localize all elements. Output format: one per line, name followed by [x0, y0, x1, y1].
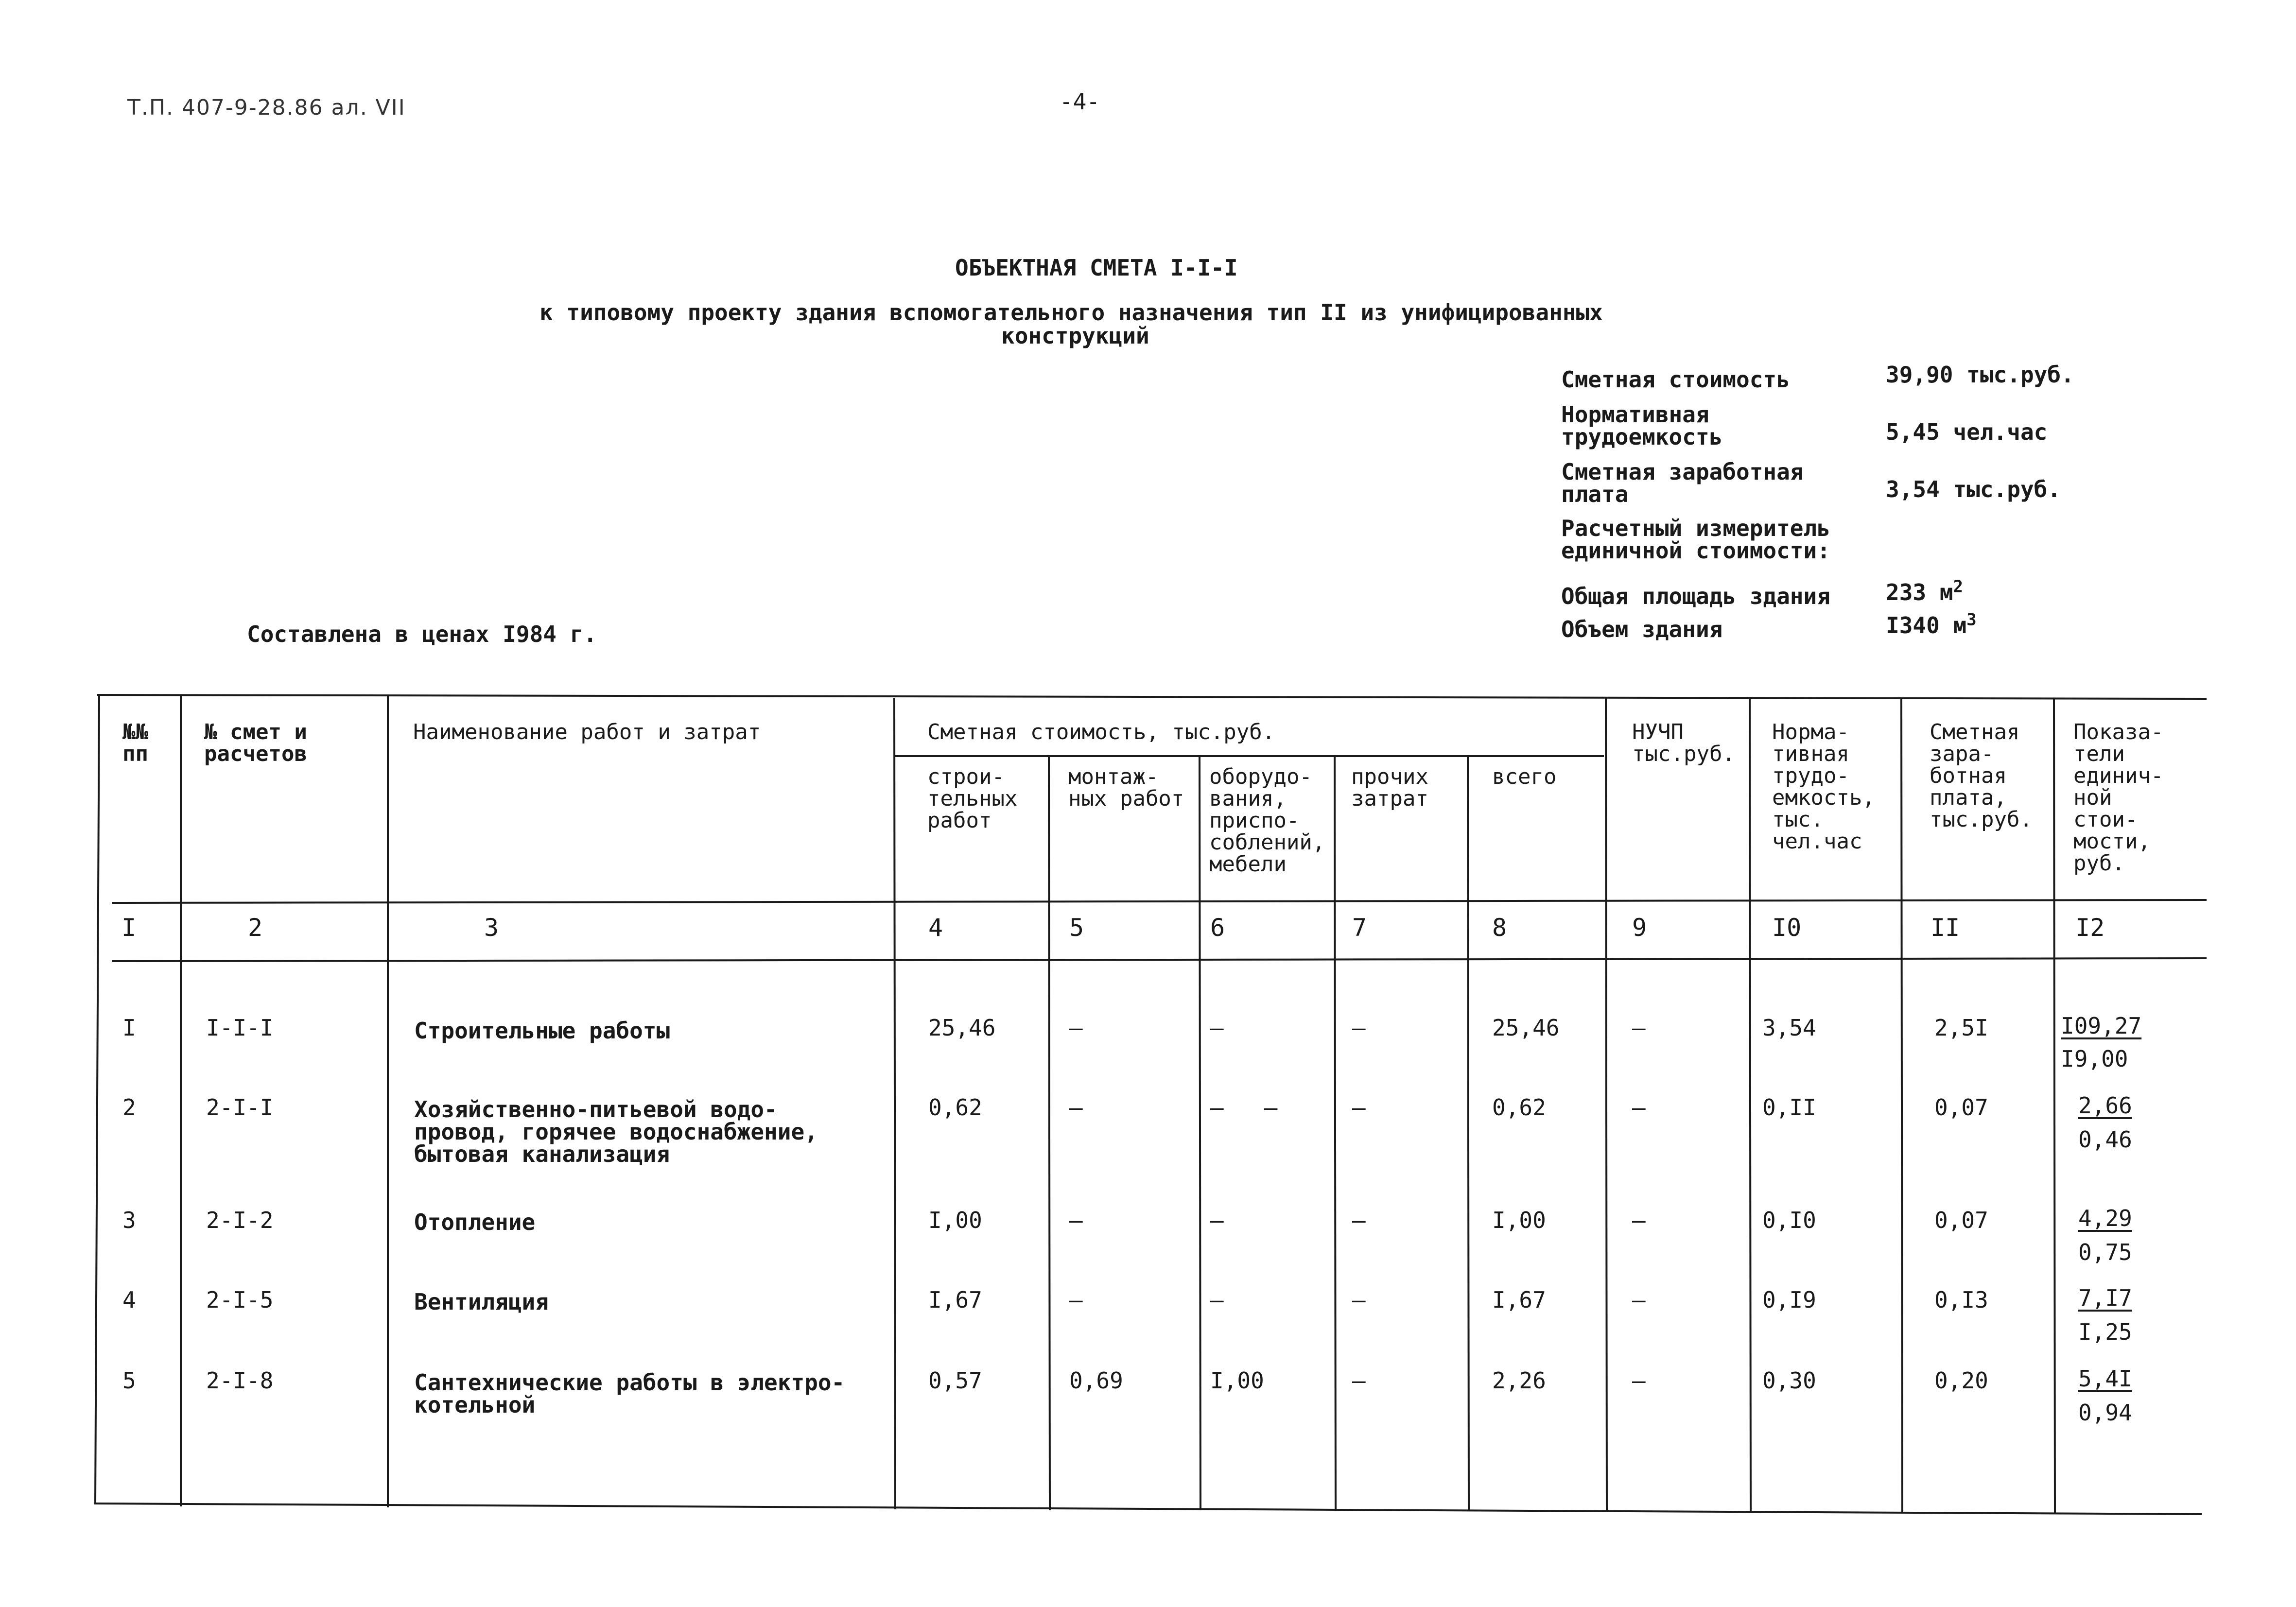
index-cell: 2: [248, 914, 263, 942]
cell-row-number: I: [122, 1015, 136, 1041]
wage-value: 3,54 тыс.руб.: [1886, 476, 2061, 502]
index-cell: 5: [1069, 914, 1084, 942]
area-value-text: 233 м: [1886, 579, 1953, 605]
index-cell: II: [1931, 914, 1960, 942]
cell-other: –: [1352, 1287, 1366, 1313]
cell-estimate-code: I-I-I: [206, 1015, 274, 1041]
cost-label: Сметная стоимость: [1561, 366, 1790, 393]
document-subtitle-line1: к типовому проекту здания вспомогательного назначения тип II из унифицированных: [539, 299, 1603, 326]
cell-construction: I,67: [928, 1287, 982, 1313]
cell-indicator-top: 7,I7: [2078, 1285, 2132, 1311]
cell-wages: 0,07: [1934, 1094, 1988, 1121]
cell-construction: I,00: [928, 1207, 982, 1233]
cell-other: –: [1352, 1367, 1366, 1394]
cell-installation: 0,69: [1069, 1367, 1123, 1394]
cell-construction: 0,62: [928, 1094, 982, 1121]
wage-label-1: Сметная заработная: [1561, 459, 1804, 485]
cell-row-number: 3: [122, 1207, 136, 1233]
cell-work-name: Сантехнические работы в электро- котельной: [414, 1369, 845, 1418]
cell-nuchp: –: [1632, 1094, 1646, 1121]
cell-indicator-top: I09,27: [2061, 1013, 2142, 1039]
header-row-number: №№ пп: [122, 720, 148, 766]
cell-labor: 0,II: [1762, 1094, 1816, 1121]
index-cell: I: [122, 914, 137, 942]
document-code: Т.П. 407-9-28.86 ал. VII: [127, 95, 406, 120]
cell-work-name: Хозяйственно-питьевой водо- провод, горячее водоснабжение, бытовая канализация: [414, 1096, 818, 1167]
cell-work-name: Строительные работы: [414, 1018, 670, 1044]
cell-other: –: [1352, 1207, 1366, 1233]
labor-label-1: Нормативная: [1561, 401, 1709, 428]
index-cell: 4: [928, 914, 943, 942]
header-construction-works: строи- тельных работ: [927, 764, 1018, 833]
cell-equipment: –: [1210, 1287, 1224, 1313]
cell-estimate-code: 2-I-I: [206, 1094, 274, 1121]
volume-value-text: I340 м: [1886, 612, 1967, 639]
cell-total: 2,26: [1492, 1367, 1546, 1394]
cell-work-name: Отопление: [414, 1209, 536, 1235]
cell-total: 25,46: [1492, 1015, 1560, 1041]
cell-other: –: [1352, 1015, 1366, 1041]
cell-equipment: I,00: [1210, 1367, 1264, 1394]
cell-nuchp: –: [1632, 1367, 1646, 1394]
header-estimate-number: № смет и расчетов: [204, 720, 307, 766]
area-unit-sup: 2: [1953, 577, 1963, 597]
index-cell: 6: [1210, 914, 1225, 942]
cell-nuchp: –: [1632, 1015, 1646, 1041]
cell-indicator-bottom: 0,75: [2078, 1239, 2132, 1265]
cell-total: 0,62: [1492, 1094, 1546, 1121]
meter-label-2: единичной стоимости:: [1561, 537, 1830, 564]
cell-total: I,00: [1492, 1207, 1546, 1233]
index-cell: 7: [1352, 914, 1367, 942]
header-labor-intensity: Норма- тивная трудо- емкость, тыс. чел.час: [1772, 720, 1875, 854]
cell-estimate-code: 2-I-2: [206, 1207, 274, 1233]
header-wages: Сметная зара- ботная плата, тыс.руб.: [1930, 720, 2033, 832]
cell-installation: –: [1069, 1207, 1083, 1233]
header-installation-works: монтаж- ных работ: [1068, 764, 1184, 811]
cell-installation: –: [1069, 1094, 1083, 1121]
cell-other: –: [1352, 1094, 1366, 1121]
cell-total: I,67: [1492, 1287, 1546, 1313]
header-equipment: оборудо- вания, приспо- соблений, мебели: [1209, 764, 1325, 877]
document-subtitle-line2: конструкций: [1001, 323, 1149, 349]
cell-construction: 25,46: [928, 1015, 996, 1041]
page-number: -4-: [1060, 88, 1100, 115]
cell-nuchp: –: [1632, 1287, 1646, 1313]
cell-indicator-bottom: I9,00: [2061, 1046, 2128, 1072]
labor-label-2: трудоемкость: [1561, 424, 1723, 450]
meter-label-1: Расчетный измеритель: [1561, 515, 1830, 541]
header-unit-cost-indicators: Показа- тели единич- ной стои- мости, руб.: [2073, 720, 2164, 876]
cell-work-name: Вентиляция: [414, 1289, 549, 1315]
header-nuchp: НУЧП тыс.руб.: [1632, 720, 1735, 766]
cell-wages: 2,5I: [1934, 1015, 1988, 1041]
cell-wages: 0,I3: [1934, 1287, 1988, 1313]
index-cell: 8: [1492, 914, 1507, 942]
cell-labor: 0,30: [1762, 1367, 1816, 1394]
cell-row-number: 2: [122, 1094, 136, 1121]
cell-wages: 0,07: [1934, 1207, 1988, 1233]
cell-indicator-top: 4,29: [2078, 1205, 2132, 1231]
cell-indicator-bottom: I,25: [2078, 1319, 2132, 1345]
index-cell: I2: [2075, 914, 2105, 942]
cell-row-number: 4: [122, 1287, 136, 1313]
cell-indicator-bottom: 0,46: [2078, 1126, 2132, 1153]
header-cost-group: Сметная стоимость, тыс.руб.: [927, 720, 1275, 744]
cell-labor: 3,54: [1762, 1015, 1816, 1041]
cell-estimate-code: 2-I-8: [206, 1367, 274, 1394]
volume-unit-sup: 3: [1966, 610, 1977, 630]
cell-equipment: –: [1210, 1207, 1224, 1233]
header-work-name: Наименование работ и затрат: [413, 720, 761, 744]
area-label: Общая площадь здания: [1561, 583, 1830, 609]
document-title: ОБЪЕКТНАЯ СМЕТА I-I-I: [955, 255, 1238, 281]
cell-row-number: 5: [122, 1367, 136, 1394]
cell-installation: –: [1069, 1015, 1083, 1041]
cell-indicator-bottom: 0,94: [2078, 1400, 2132, 1426]
header-total: всего: [1492, 764, 1557, 789]
cell-labor: 0,I0: [1762, 1207, 1816, 1233]
cell-labor: 0,I9: [1762, 1287, 1816, 1313]
cost-value: 39,90 тыс.руб.: [1886, 362, 2074, 388]
index-cell: 3: [484, 914, 499, 942]
cell-equipment: –: [1210, 1015, 1224, 1041]
volume-label: Объем здания: [1561, 616, 1723, 642]
cell-indicator-top: 5,4I: [2078, 1365, 2132, 1392]
cell-equipment: – –: [1210, 1094, 1278, 1121]
cell-installation: –: [1069, 1287, 1083, 1313]
index-cell: I0: [1772, 914, 1802, 942]
cell-nuchp: –: [1632, 1207, 1646, 1233]
prices-note: Составлена в ценах I984 г.: [247, 621, 597, 647]
wage-label-2: плата: [1561, 481, 1629, 507]
index-cell: 9: [1632, 914, 1647, 942]
cell-wages: 0,20: [1934, 1367, 1988, 1394]
header-other-costs: прочих затрат: [1351, 764, 1428, 811]
cell-estimate-code: 2-I-5: [206, 1287, 274, 1313]
cell-construction: 0,57: [928, 1367, 982, 1394]
cell-indicator-top: 2,66: [2078, 1092, 2132, 1119]
labor-value: 5,45 чел.час: [1886, 419, 2048, 445]
